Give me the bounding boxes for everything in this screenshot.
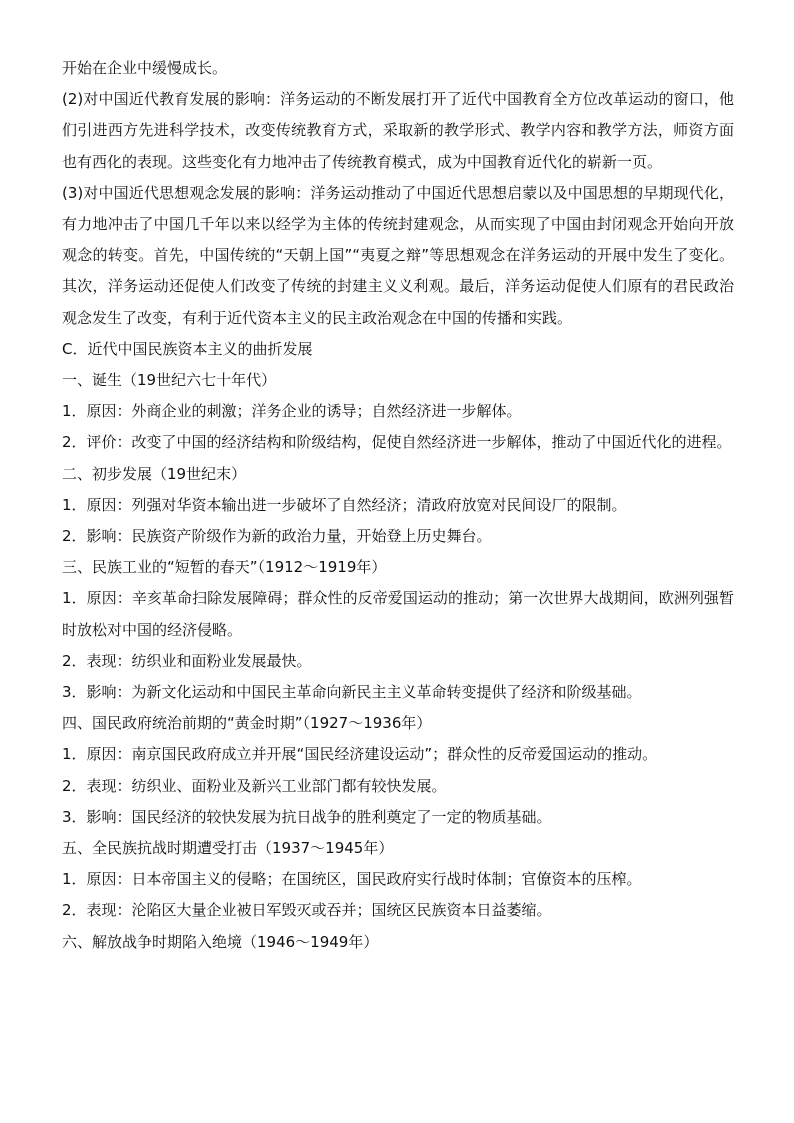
subheading-liberation-war-plight: 六、解放战争时期陷入绝境（1946～1949年） [62, 932, 379, 951]
section-heading-national-capitalism: C．近代中国民族资本主义的曲折发展 [62, 339, 313, 358]
subheading-birth: 一、诞生（19世纪六七十年代） [62, 371, 277, 390]
list-item-golden-cause: 1．原因：南京国民政府成立并开展“国民经济建设运动”；群众性的反帝爱国运动的推动。 [62, 745, 658, 764]
list-item-initial-impact: 2．影响：民族资产阶级作为新的政治力量，开始登上历史舞台。 [62, 527, 492, 546]
paragraph-education-impact: (2)对中国近代教育发展的影响：洋务运动的不断发展打开了近代中国教育全方位改革运动的窗口，他们引进西方先进科学技术，改变传统教育方式，采取新的教学形式、教学内容和教学方法，师资方面也有西化的表现。这些变化有力地冲击了传统教育模式，成为中国教育近代化的崭新一页。 [62, 90, 734, 171]
document-body [62, 53, 734, 958]
paragraph-thought-impact: (3)对中国近代思想观念发展的影响：洋务运动推动了中国近代思想启蒙以及中国思想的早期现代化，有力地冲击了中国几千年以来以经学为主体的传统封建观念，从而实现了中国由封闭观念开始向开放观念的转变。首先，中国传统的“天朝上国”“夷夏之辩”等思想观念在洋务运动的开展中发生了变化。其次，洋务运动还促使人们改变了传统的封建主义义利观。最后，洋务运动促使人们原有的君民政治观念发生了改变，有利于近代资本主义的民主政治观念在中国的传播和实践。 [62, 183, 734, 327]
list-item-war-cause: 1．原因：日本帝国主义的侵略；在国统区，国民政府实行战时体制；官僚资本的压榨。 [62, 870, 642, 889]
list-item-birth-evaluation: 2．评价：改变了中国的经济结构和阶级结构，促使自然经济进一步解体，推动了中国近代化的进程。 [62, 433, 732, 452]
list-item-war-manifestation: 2．表现：沦陷区大量企业被日军毁灭或吞并；国统区民族资本日益萎缩。 [62, 901, 552, 920]
list-item-spring-impact: 3．影响：为新文化运动和中国民主革命向新民主主义革命转变提供了经济和阶级基础。 [62, 683, 642, 702]
list-item-initial-cause: 1．原因：列强对华资本输出进一步破坏了自然经济；清政府放宽对民间设厂的限制。 [62, 495, 627, 514]
subheading-war-blow: 五、全民族抗战时期遭受打击（1937～1945年） [62, 839, 394, 858]
list-item-spring-manifestation: 2．表现：纺织业和面粉业发展最快。 [62, 651, 312, 670]
subheading-golden-period: 四、国民政府统治前期的“黄金时期”（1927～1936年） [62, 714, 432, 733]
list-item-spring-cause: 1．原因：辛亥革命扫除发展障碍；群众性的反帝爱国运动的推动；第一次世界大战期间，欧洲列强暂时放松对中国的经济侵略。 [62, 589, 734, 639]
list-item-birth-cause: 1．原因：外商企业的刺激；洋务企业的诱导；自然经济进一步解体。 [62, 402, 522, 421]
subheading-initial-development: 二、初步发展（19世纪末） [62, 464, 247, 483]
paragraph-continuation: 开始在企业中缓慢成长。 [62, 59, 228, 77]
subheading-short-spring: 三、民族工业的“短暂的春天”（1912～1919年） [62, 558, 387, 577]
list-item-golden-impact: 3．影响：国民经济的较快发展为抗日战争的胜利奠定了一定的物质基础。 [62, 807, 552, 826]
list-item-golden-manifestation: 2．表现：纺织业、面粉业及新兴工业部门都有较快发展。 [62, 776, 447, 795]
